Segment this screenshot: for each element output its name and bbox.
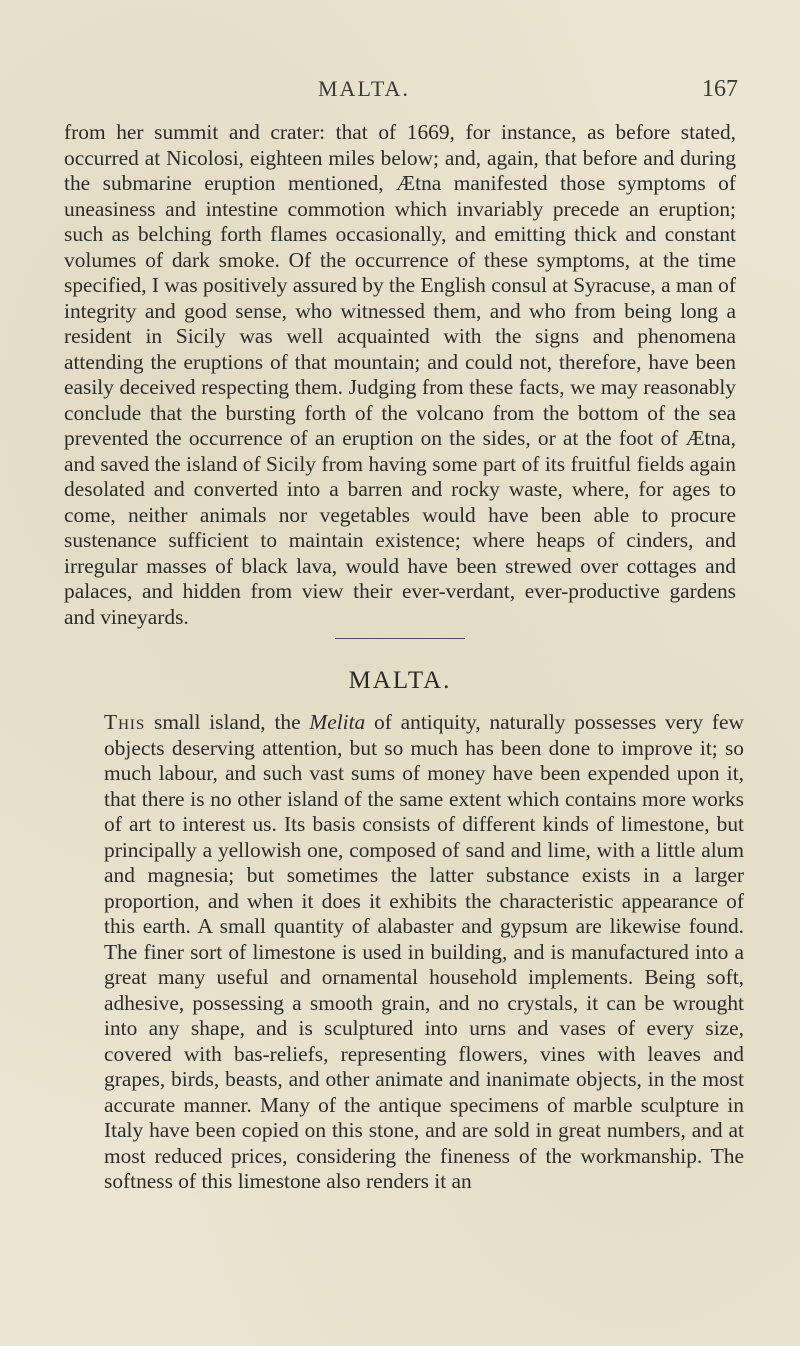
- section-divider: [335, 638, 465, 639]
- page-number: 167: [702, 76, 738, 102]
- section-paragraph: [104, 710, 744, 1195]
- paragraph-text-part-1: small island, the: [145, 710, 310, 734]
- opening-word: This: [104, 710, 146, 734]
- paragraph-text-part-2: of antiquity, naturally possesses very few objects deserving attention, but so much has been done to improve it; so much labour, and such vast sums of money have been expended upon it, that there is no other island of the same extent which contains more works of art to interest us. Its basis consists of different kinds of limestone, but principally a yellowish one, composed of sand and lime, with a little alum and magnesia; but sometimes the latter substance exists in a larger proportion, and when it does it exhibits the characteristic appearance of this earth. A small quantity of alabaster and gypsum are likewise found. The finer sort of limestone is used in building, and is manufactured into a great many useful and ornamental household implements. Being soft, adhesive, possessing a smooth grain, and no crystals, it can be wrought into any shape, and is sculptured into urns and vases of every size, covered with bas-reliefs, representing flowers, vines with leaves and grapes, birds, beasts, and other animate and inanimate objects, in the most accurate manner. Many of the antique specimens of marble sculpture in Italy have been copied on this stone, and are sold in great numbers, and at most reduced prices, considering the fineness of the workmanship. The softness of this limestone also renders it an: [104, 710, 744, 1193]
- continued-paragraph: from her summit and crater: that of 1669, for instance, as before stated, occurred at Nicolosi, eighteen miles below; and, again, that before and during the submarine eruption mentioned, Ætna manifested those symptoms of uneasiness and intestine commotion which invariably precede an eruption; such as belching forth flames occasionally, and emitting thick and constant volumes of dark smoke. Of the occurrence of these symptoms, at the time specified, I was positively assured by the English consul at Syracuse, a man of integrity and good sense, who witnessed them, and who from being long a resident in Sicily was well acquainted with the signs and phenomena attending the eruptions of that mountain; and could not, therefore, have been easily deceived respecting them. Judging from these facts, we may reasonably conclude that the bursting forth of the volcano from the bottom of the sea prevented the occurrence of an eruption on the sides, or at the foot of Ætna, and saved the island of Sicily from having some part of its fruitful fields again desolated and converted into a barren and rocky waste, where, for ages to come, neither animals nor vegetables would have been able to procure sustenance sufficient to maintain existence; where heaps of cinders, and irregular masses of black lava, would have been strewed over cottages and palaces, and hidden from view their ever-verdant, ever-productive gardens and vineyards.: [64, 120, 736, 629]
- running-head: [60, 76, 760, 106]
- running-title: MALTA.: [318, 76, 410, 101]
- melita-term: Melita: [309, 710, 366, 734]
- section-title: MALTA.: [348, 667, 452, 694]
